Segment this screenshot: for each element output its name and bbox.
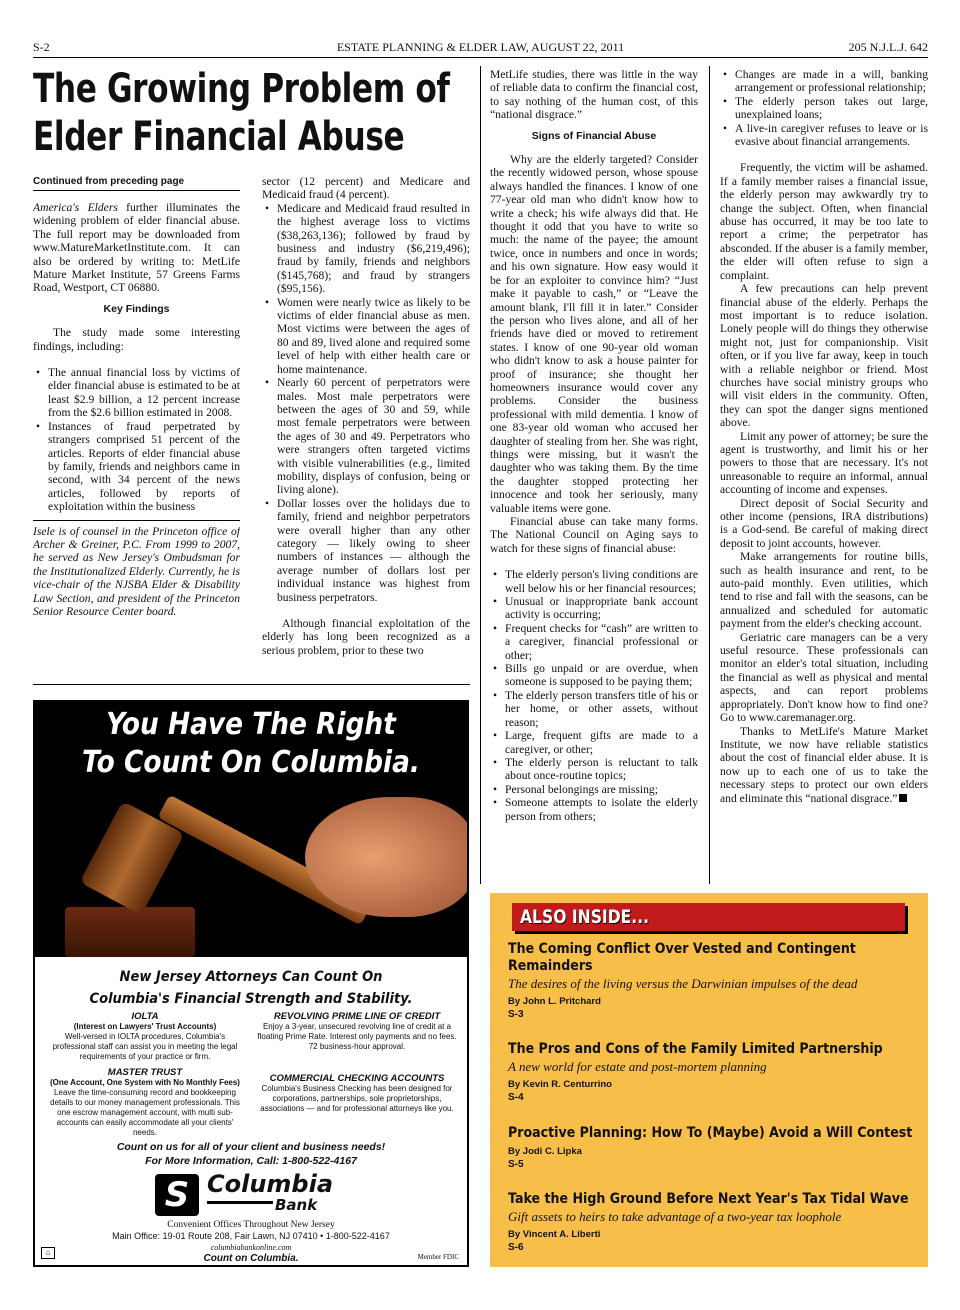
service-credit: REVOLVING PRIME LINE OF CREDIT Enjoy a 3-year, unsecured revolving line of credit at a floating Prime Rate. Interest only payments and no fees. 72 business-hour approval. <box>257 1011 457 1051</box>
article-column-3 <box>490 68 698 884</box>
columbia-bank-ad[interactable] <box>33 700 469 1267</box>
inside-item[interactable]: Proactive Planning: How To (Maybe) Avoid a Will Contest By Jodi C. Lipka S-5 <box>508 1125 913 1170</box>
author-bio: Isele is of counsel in the Princeton office of Archer & Greiner, P.C. From 1999 to 2007, he served as New Jersey's Ombudsman for the Institutionalized Elderly. Currently, he is vice-chair of the NJSBA Elder & Disability Law Section, and president of the Princeton Senior Resource Center board. <box>33 520 240 619</box>
list-item: • Bills go unpaid or are overdue, when someone is supposed to be paying them; <box>490 662 698 689</box>
list-item: • Personal belongings are missing; <box>490 783 698 796</box>
ad-call-to-action: Count on us for all of your client and business needs! For More Information, Call: 1-800-522-4167 <box>116 1141 386 1167</box>
page-header <box>33 40 928 58</box>
section-title: ESTATE PLANNING & ELDER LAW, AUGUST 22, 2011 <box>336 40 625 54</box>
column-divider <box>480 66 481 884</box>
fdic-note: Member FDIC <box>417 1253 459 1261</box>
list-item: • Instances of fraud perpetrated by strangers comprised 51 percent of the articles. Reports of elder financial abuse by family, friends and neighbors came in second, with 34 percent of the news articles, followed by reports of exploitation within the business <box>33 420 240 514</box>
paragraph: MetLife studies, there was little in the way of reliable data to confirm the financial cost, to say nothing of the human cost, of this “national disgrace.” <box>490 68 698 122</box>
inside-item[interactable]: The Pros and Cons of the Family Limited Partnership A new world for estate and post-mortem planning By Kevin R. Centurrino S-4 <box>508 1041 883 1103</box>
paragraph: Financial abuse can take many forms. The National Council on Aging says to watch for these signs of financial abuse: <box>490 515 698 555</box>
paragraph: America's Elders further illuminates the widening problem of elder financial abuse. The full report may be downloaded from www.MatureMarketInstitute.com. It can also be ordered by writing to: MetLife Mature Market Institute, 57 Greens Farms Road, Westport, CT 06880. <box>33 201 240 295</box>
horizontal-rule <box>33 684 470 685</box>
list-item: • Women were nearly twice as likely to be victims of elder financial abuse as men. Most victims were between the ages of 80 and 89, lived alone and required some level of help with either health care or home maintenance. <box>262 296 470 376</box>
list-item: • A live-in caregiver refuses to leave or is evasive about financial arrangements. <box>720 122 928 149</box>
subhead-key-findings: Key Findings <box>103 302 170 315</box>
list-item: • Dollar losses over the holidays due to family, friend and neighbor perpetrators were overall higher than any other category — likely owing to sheer numbers of instances — although the average number of dollars lost per individual instance was highest from business perpetrators. <box>262 497 470 604</box>
end-mark-icon <box>899 794 907 802</box>
list-item: • Unusual or inappropriate bank account activity is occurring; <box>490 595 698 622</box>
paragraph: Although financial exploitation of the elderly has long been recognized as a serious problem, prior to these two <box>262 617 470 657</box>
article-column-4 <box>720 68 928 884</box>
paragraph: Frequently, the victim will be ashamed. If a family member raises a financial issue, the elderly person may awkwardly try to change the subject. Often, when financial abuse has occurred, it may be too late to report a crime; the perpetrator has absconded. If the abuser is a family member, the elder will often refuse to sign a complaint. <box>720 161 928 282</box>
paragraph: Thanks to MetLife's Mature Market Institute, we now have reliable statistics about the cost of financial elder abuse. It is now up to each one of us to take the necessary steps to protect our own elders and eliminate this “national disgrace.” <box>720 724 928 805</box>
list-item: • The elderly person is reluctant to talk about once-routine topics; <box>490 756 698 783</box>
paragraph: Why are the elderly targeted? Consider the recently widowed person, whose spouse always handled the finances. I know of one 77-year old man who didn't know how to write a check; his wife always did that. He thought it odd that you have to write so much: the name of the payee; the amount twice, once in numbers and once in words; and his own signature. How easy would it be for an exploiter to convince him? “Just make it payable to cash,” or “Leave the amount blank, I'll fill it in later.” Consider the person who lives alone, and all of her friends have died or moved to retirement states. I know of one 90-year old woman who didn't know to ask a house painter for proof of insurance; she thought her homeowners insurance would cover any problems. Consider the business professional with mild dementia. I know of one 83-year old woman who accused her daughter of stealing from her. She was right, things were missing, but it wasn't the daughter who was taking them. By the time the daughter stopped protecting her innocence and took her seriously, many valuable items were gone. <box>490 153 698 515</box>
list-item: • Nearly 60 percent of perpetrators were males. Most male perpetrators were between the ages of 30 and 59, while most female perpetrators were between the ages of 30 and 49. Perpetrators who were strangers often targeted victims with visible vulnerabilities (e.g., limited mobility, displays of confusion, being or living alone). <box>262 376 470 497</box>
inside-item[interactable]: Take the High Ground Before Next Year's Tax Tidal Wave Gift assets to heirs to take advantage of a two-year tax loophole By Vincent A. Liberti S-6 <box>508 1191 909 1253</box>
list-item: • Medicare and Medicaid fraud resulted in the highest average loss to victims ($38,263,136); followed by fraud by business and industry ($6,219,496); fraud by family, friends and neighbors ($145,768); and fraud by strangers ($95,156). <box>262 202 470 296</box>
continued-note: Continued from preceding page <box>33 176 240 191</box>
ad-subheadline: New Jersey Attorneys Can Count On Columbia's Financial Strength and Stability. <box>89 969 413 1007</box>
list-item: • The elderly person transfers title of his or her home, or other assets, without reason; <box>490 689 698 729</box>
list-item: • Large, frequent gifts are made to a caregiver, or other; <box>490 729 698 756</box>
equal-housing-lender-icon: ⌂ <box>41 1247 55 1259</box>
inside-item[interactable]: The Coming Conflict Over Vested and Contingent Remainders The desires of the living versus the Darwinian impulses of the dead By John L. Pritchard S-3 <box>508 941 858 1020</box>
paragraph: Geriatric care managers can be a very useful resource. These professionals can monitor an elder's total situation, including the financial as well as physical and mental aspects, and can report problems appropriately. Don't know how to find one? Go to www.caremanager.org. <box>720 630 928 725</box>
paragraph: The study made some interesting findings, including: <box>33 326 240 353</box>
also-inside-tag: ALSO INSIDE... <box>512 903 905 931</box>
also-inside-box <box>490 893 928 1267</box>
columbia-s-icon: S <box>155 1174 199 1216</box>
paragraph: Direct deposit of Social Security and other income (pensions, IRA distributions) is a God-send. Be careful of making direct deposit to joint accounts, however. <box>720 496 928 550</box>
ad-headline: You Have The Right To Count On Columbia. <box>82 707 420 780</box>
list-item: • The elderly person's living conditions are well below his or her financial resources; <box>490 568 698 595</box>
list-item: • Frequent checks for “cash” are written to a caregiver, financial professional or other; <box>490 622 698 662</box>
list-item: • The annual financial loss by victims of elder financial abuse is estimated to be at least $2.9 billion, a 12 percent increase from the $2.6 billion estimated in 2008. <box>33 366 240 420</box>
article-column-2 <box>262 175 470 671</box>
page-number: S-2 <box>33 40 50 54</box>
list-item: • The elderly person takes out large, unexplained loans; <box>720 95 928 122</box>
list-item: • Someone attempts to isolate the elderly person from others; <box>490 796 698 823</box>
column-divider <box>709 66 710 884</box>
paragraph: Make arrangements for routine bills, such as health insurance and rent, to be auto-paid monthly. Even utilities, which tend to rise and fall with the seasons, can be annualized and scheduled for automatic payment from the elder's checking account. <box>720 550 928 631</box>
service-checking: COMMERCIAL CHECKING ACCOUNTS Columbia's Business Checking has been designed for corporations, partnerships, sole proprietorships, associations — and for professional attorneys like you. <box>260 1073 454 1113</box>
bullet-list <box>262 202 470 604</box>
bullet-list <box>720 68 928 148</box>
ad-footer: Convenient Offices Throughout New Jersey Main Office: 19-01 Route 208, Fair Lawn, NJ 07410 • 1-800-522-4167 columbiabankonline.com Count on Columbia. <box>112 1220 390 1264</box>
article-column-1 <box>33 201 240 671</box>
article-title: The Growing Problem of Elder Financial Abuse <box>33 66 450 160</box>
columbia-logo: S Columbia Bank <box>155 1172 355 1220</box>
paragraph: A few precautions can help prevent financial abuse of the elderly. Perhaps the most important is to reduce isolation. Lonely people will do things they otherwise might not, just for companionship. Visit often, or if you live far away, keep in touch with a reliable neighbor or friend. Most churches have social ministry groups who will visit elders in the community. Often, they can spot the danger signs mentioned above. <box>720 282 928 430</box>
hand-icon <box>305 797 467 917</box>
paragraph: Limit any power of attorney; be sure the agent is trustworthy, and limit his or her powers to those that are necessary. It's not unreasonable to require an informal, annual accounting of income and expenses. <box>720 429 928 497</box>
bullet-list <box>33 366 240 513</box>
ad-hero <box>35 702 467 957</box>
list-item: • Changes are made in a will, banking arrangement or professional relationship; <box>720 68 928 95</box>
bullet-list <box>490 568 698 823</box>
service-iolta: IOLTA (Interest on Lawyers' Trust Accounts) Well-versed in IOLTA procedures, Columbia's professional staff can assist you in meeting the legal requirements of your practice or firm. <box>52 1011 238 1061</box>
service-master-trust: MASTER TRUST (One Account, One System with No Monthly Fees) Leave the time-consuming record and bookkeeping details to our money management professionals. This one escrow management account, with multi sub-accounts can easily accommodate all your clients' needs. <box>50 1067 240 1137</box>
paragraph: sector (12 percent) and Medicare and Medicaid fraud (4 percent). <box>262 175 470 202</box>
subhead-signs: Signs of Financial Abuse <box>531 129 657 142</box>
sound-block-icon <box>65 907 195 957</box>
issue-citation: 205 N.J.L.J. 642 <box>848 40 928 54</box>
